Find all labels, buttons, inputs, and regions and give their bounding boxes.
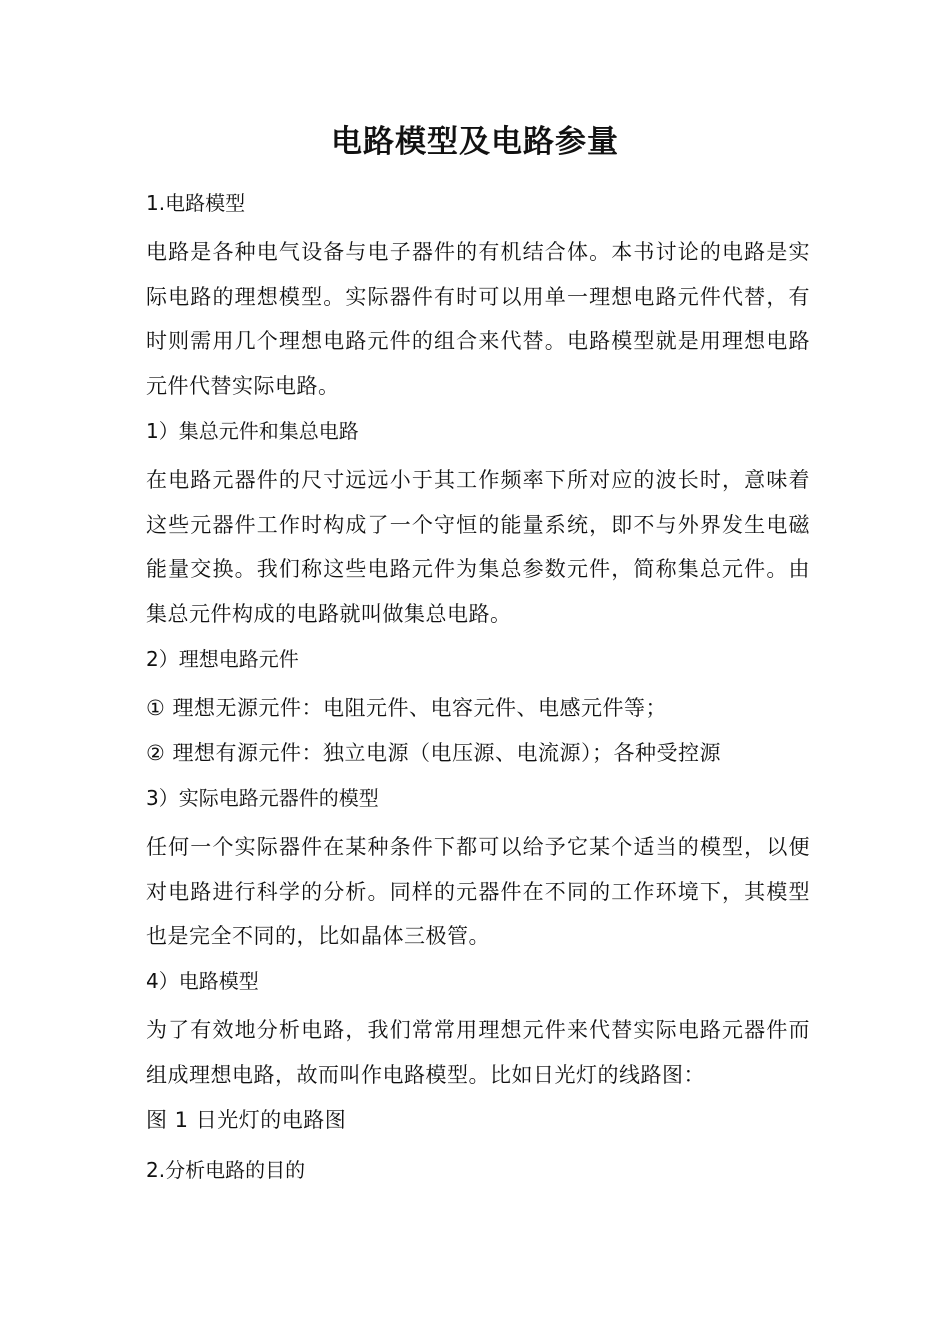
subheading-lumped-elements: 1）集总元件和集总电路 [146, 419, 359, 443]
paragraph-real-component-model: 任何一个实际器件在某种条件下都可以给予它某个适当的模型，以便对电路进行科学的分析。同样的元器件在不同的工作环境下，其模型也是完全不同的，比如晶体三极管。 [146, 835, 810, 949]
paragraph-circuit-model: 为了有效地分析电路，我们常常用理想元件来代替实际电路元器件而组成理想电路，故而叫作电路模型。比如日光灯的线路图： [146, 1018, 810, 1087]
section-heading-circuit-model: 1.电路模型 [146, 191, 246, 215]
section-heading-analysis-purpose: 2.分析电路的目的 [146, 1158, 306, 1182]
figure-caption: 图 1 日光灯的电路图 [146, 1108, 347, 1132]
list-item-active-elements: ② 理想有源元件：独立电源（电压源、电流源）；各种受控源 [146, 741, 721, 765]
subheading-real-component-model: 3）实际电路元器件的模型 [146, 786, 379, 810]
document-title: 电路模型及电路参量 [331, 124, 619, 160]
subheading-ideal-elements: 2）理想电路元件 [146, 647, 299, 671]
list-item-passive-elements: ① 理想无源元件：电阻元件、电容元件、电感元件等； [146, 696, 667, 720]
subheading-circuit-model: 4）电路模型 [146, 969, 259, 993]
paragraph-lumped-elements: 在电路元器件的尺寸远远小于其工作频率下所对应的波长时，意味着这些元器件工作时构成了一个守恒的能量系统，即不与外界发生电磁能量交换。我们称这些电路元件为集总参数元件，简称集总元件。由集总元件构成的电路就叫做集总电路。 [146, 468, 810, 627]
paragraph-circuit-definition: 电路是各种电气设备与电子器件的有机结合体。本书讨论的电路是实际电路的理想模型。实际器件有时可以用单一理想电路元件代替，有时则需用几个理想电路元件的组合来代替。电路模型就是用理想电路元件代替实际电路。 [146, 240, 810, 399]
